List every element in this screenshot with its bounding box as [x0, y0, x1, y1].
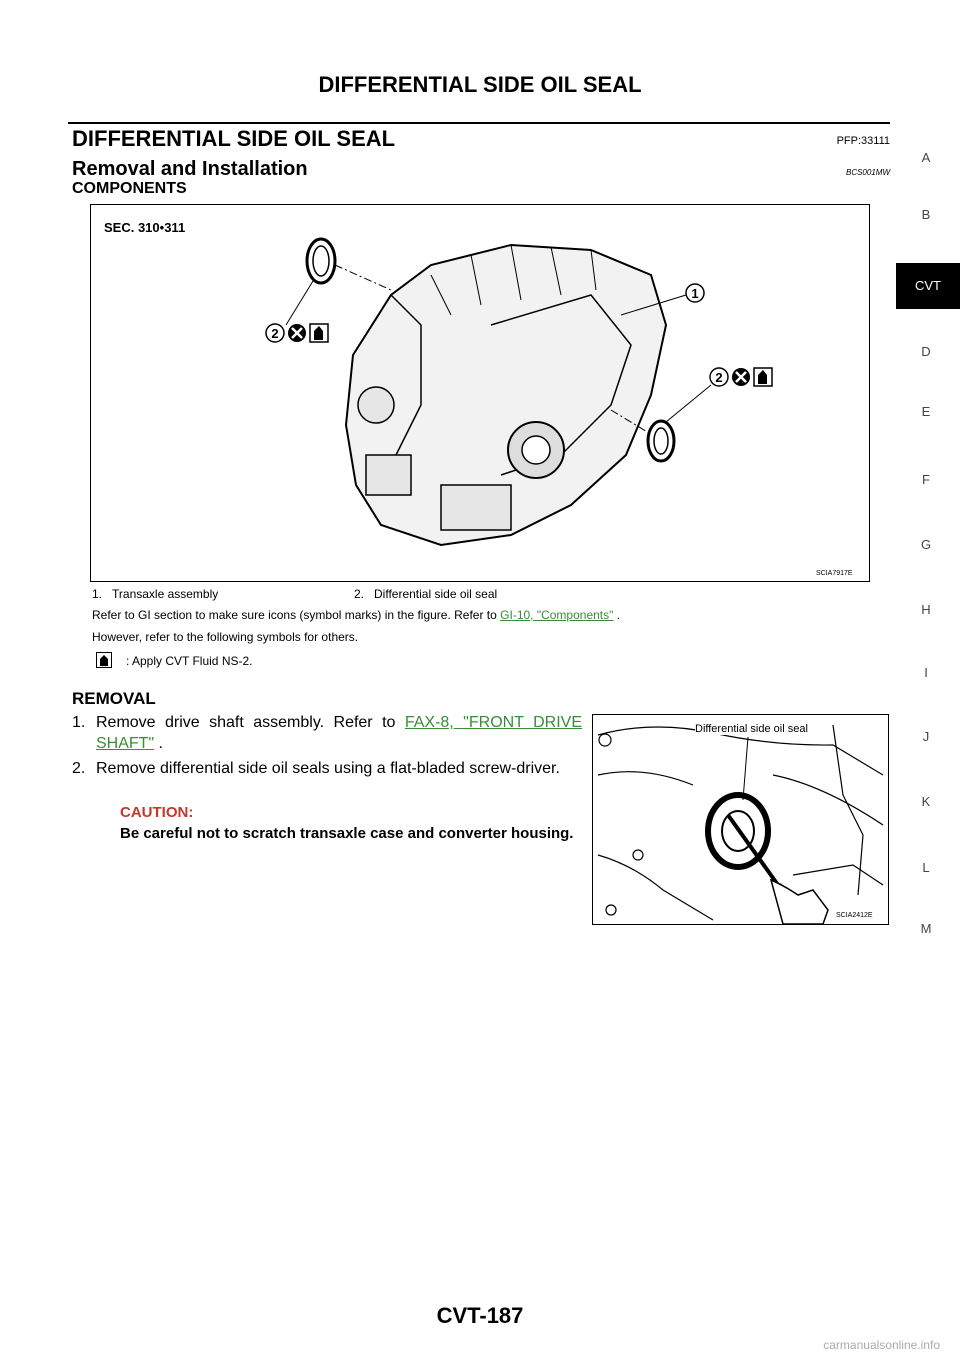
callout-2-left-label: 2: [271, 326, 279, 341]
figure-code: SCIA7917E: [816, 570, 853, 577]
figure-2-code: SCIA2412E: [836, 912, 873, 919]
watermark: carmanualsonline.info: [823, 1338, 940, 1352]
subsection-title: Removal and Installation: [72, 158, 308, 180]
side-tab-e[interactable]: E: [921, 404, 931, 419]
fluid-apply-icon: [310, 324, 328, 342]
side-tab-i[interactable]: I: [924, 665, 928, 680]
caution-title: CAUTION:: [120, 804, 194, 821]
callout-1-label: 1: [691, 286, 699, 301]
components-figure: [90, 204, 870, 582]
side-tab-k[interactable]: K: [921, 794, 931, 809]
removal-heading: REMOVAL: [72, 689, 156, 708]
icon-note-suffix: .: [613, 608, 621, 622]
gi-components-link[interactable]: GI-10, "Components": [500, 608, 614, 622]
fax-front-drive-shaft-link[interactable]: FAX-8, "FRONT DRIVE SHAFT": [96, 714, 583, 752]
step-1-number: 1.: [72, 714, 86, 731]
fluid-apply-icon: [754, 368, 772, 386]
side-tab-m[interactable]: M: [920, 921, 932, 936]
replace-icon: [288, 324, 306, 342]
page-number: CVT-187: [436, 1303, 524, 1328]
bcs-code: BCS001MW: [845, 168, 890, 177]
icon-note-text: Refer to GI section to make sure icons (symbol marks) in the figure. Refer to: [92, 608, 501, 622]
caution-block: [120, 802, 582, 844]
fluid-apply-icon: [96, 652, 112, 668]
side-tab-h[interactable]: H: [921, 602, 931, 617]
pfp-code: PFP:33111: [836, 135, 890, 147]
legend-item-2: 2. Differential side oil seal: [354, 587, 498, 601]
side-tab-l[interactable]: L: [922, 860, 930, 875]
oil-seal-callout-label: Differential side oil seal: [695, 723, 808, 735]
icon-note: [92, 608, 620, 622]
running-head: DIFFERENTIAL SIDE OIL SEAL: [318, 72, 642, 97]
side-tab-d[interactable]: D: [921, 344, 931, 359]
side-tab-j[interactable]: J: [922, 729, 930, 744]
step-2-number: 2.: [72, 760, 86, 777]
header-rule: [68, 122, 890, 124]
figure-section-label: SEC. 310•311: [104, 220, 186, 235]
side-tab-f[interactable]: F: [922, 472, 930, 487]
transaxle-illustration: [91, 205, 869, 581]
side-tab-b[interactable]: B: [921, 207, 931, 222]
side-tab-a[interactable]: A: [921, 150, 931, 165]
oil-seal-removal-figure: [592, 714, 889, 925]
legend-item-1: 1. Transaxle assembly: [92, 587, 219, 601]
removal-step-2: [72, 758, 582, 779]
symbols-note: However, refer to the following symbols for others.: [92, 630, 359, 644]
step-1-suffix: .: [154, 735, 164, 752]
replace-icon: [732, 368, 750, 386]
side-tab-g[interactable]: G: [920, 537, 932, 552]
section-title: DIFFERENTIAL SIDE OIL SEAL: [72, 126, 396, 151]
removal-step-1: [72, 712, 582, 754]
removal-illustration: [593, 715, 888, 924]
components-heading: COMPONENTS: [72, 180, 187, 197]
caution-text: Be careful not to scratch transaxle case and converter housing.: [120, 825, 574, 842]
step-1-text: Remove drive shaft assembly. Refer to: [96, 714, 405, 731]
step-2-text: Remove differential side oil seals using a flat-bladed screw-driver.: [96, 760, 560, 777]
side-tab-cvt-active[interactable]: CVT: [896, 263, 960, 309]
callout-2-right-label: 2: [715, 370, 723, 385]
fluid-legend-text: : Apply CVT Fluid NS-2.: [126, 654, 253, 668]
